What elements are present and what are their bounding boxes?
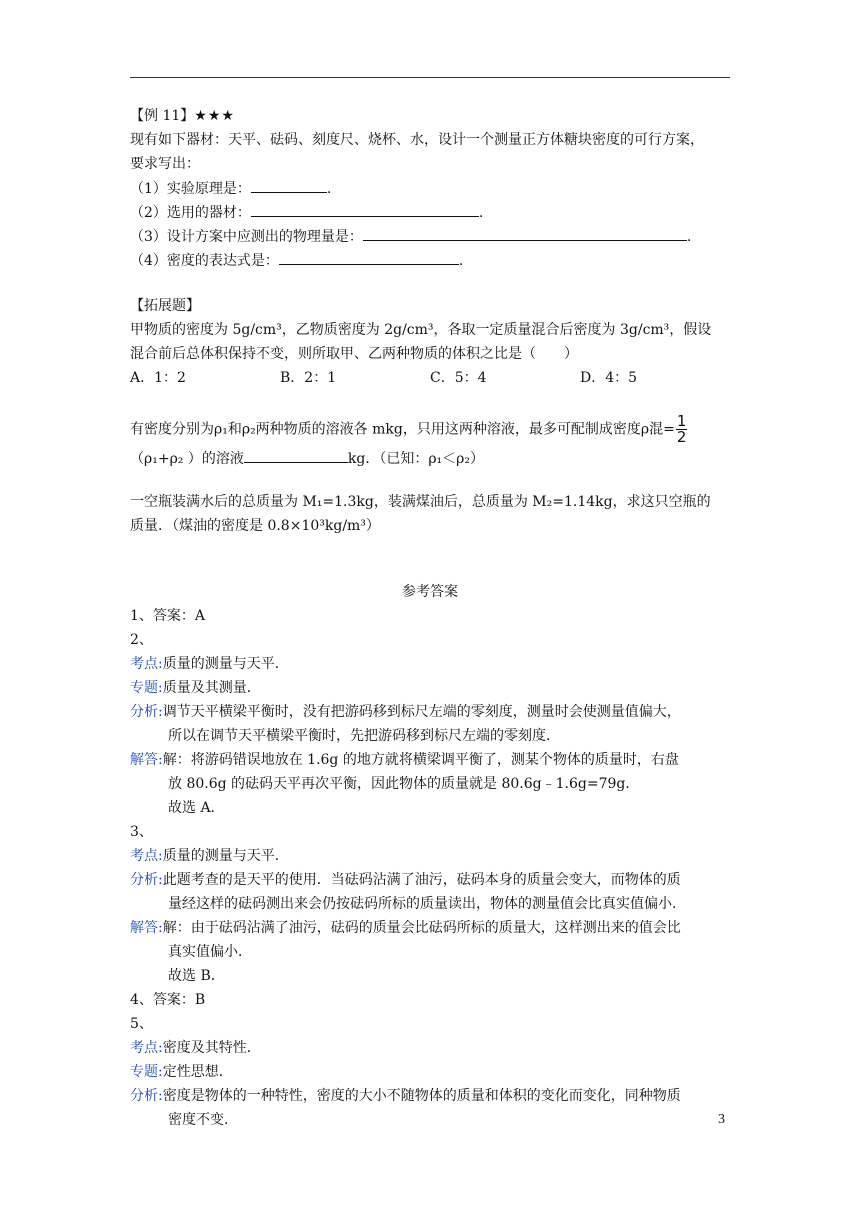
kaodian-label: 考点: — [130, 848, 163, 864]
one-half-fraction — [676, 414, 688, 445]
answer-2-kaodian — [130, 654, 289, 674]
answer-2-choice: 故选 A． — [168, 800, 225, 816]
fenxi-label: 分析: — [130, 1088, 163, 1104]
jieda-label: 解答: — [130, 920, 163, 936]
answer-3-fenxi-cont: 量经这样的砝码测出来会仍按砝码所标的质量读出，物体的测量值会比真实值偏小． — [168, 896, 686, 912]
answer-1: 1、答案：A — [130, 608, 206, 624]
answer-5-kaodian — [130, 1038, 261, 1058]
answer-2: 2、 — [130, 632, 153, 648]
question-2-text: （2）选用的器材： — [130, 205, 251, 221]
jieda-text: 解：由于砝码沾满了油污，砝码的质量会比砝码所标的质量大，这样测出来的值会比 — [162, 920, 681, 936]
kaodian-text: 质量的测量与天平． — [162, 848, 289, 864]
choice-options — [130, 368, 730, 388]
answer-3-kaodian — [130, 846, 289, 866]
fenxi-label: 分析: — [130, 704, 163, 720]
extension-heading: 【拓展题】 — [130, 298, 200, 314]
extension-problem-2-line2 — [130, 448, 484, 469]
question-3 — [130, 226, 691, 247]
option-a: A．1：2 — [130, 370, 186, 386]
example-heading — [130, 106, 235, 126]
answer-3-jieda — [130, 918, 681, 938]
answer-3: 3、 — [130, 824, 153, 840]
period: . — [478, 205, 484, 221]
answer-blank-5 — [244, 448, 348, 463]
difficulty-stars: ★★★ — [194, 108, 235, 124]
problem-2-text-a: （ρ₁+ρ₂ ）的溶液 — [130, 451, 244, 467]
answer-2-fenxi-cont: 所以在调节天平横梁平衡时，先把游码移到标尺左端的零刻度． — [168, 728, 560, 744]
extension-problem-1-line2: 混合前后总体积保持不变，则所取甲、乙两种物质的体积之比是（ ） — [130, 346, 578, 362]
extension-problem-3-line2: 质量．（煤油的密度是 0.8×10³kg/m³） — [130, 518, 380, 534]
answer-2-jieda — [130, 750, 679, 770]
option-d: D．4：5 — [580, 370, 638, 386]
answer-3-fenxi — [130, 870, 681, 890]
answer-blank-3 — [363, 226, 687, 241]
answer-4: 4、答案：B — [130, 992, 206, 1008]
answer-5-zhuanti — [130, 1062, 233, 1082]
question-4 — [130, 250, 463, 271]
fraction-denominator: 2 — [676, 428, 687, 446]
question-4-text: （4）密度的表达式是： — [130, 253, 279, 269]
answer-3-choice: 故选 B． — [168, 968, 225, 984]
problem-2-text: 有密度分别为ρ₁和ρ₂两种物质的溶液各 mkg，只用这两种溶液，最多可配制成密度ρ混= — [130, 421, 675, 438]
question-3-text: （3）设计方案中应测出的物理量是： — [130, 229, 363, 245]
kaodian-label: 考点: — [130, 1040, 163, 1056]
answer-5-fenxi-cont: 密度不变． — [168, 1112, 238, 1128]
fenxi-label: 分析: — [130, 872, 163, 888]
example-intro-line2: 要求写出： — [130, 156, 200, 172]
kaodian-label: 考点: — [130, 656, 163, 672]
zhuanti-text: 质量及其测量． — [162, 680, 261, 696]
extension-problem-1-line1: 甲物质的密度为 5g/cm³，乙物质密度为 2g/cm³，各取一定质量混合后密度为 3g/cm³，假设 — [130, 322, 712, 338]
fenxi-text: 密度是物体的一种特性，密度的大小不随物体的质量和体积的变化而变化，同种物质 — [162, 1088, 681, 1104]
option-c: C．5：4 — [430, 370, 487, 386]
extension-problem-3-line1: 一空瓶装满水后的总质量为 M₁=1.3kg，装满煤油后，总质量为 M₂=1.14kg，求这只空瓶的 — [130, 494, 711, 510]
jieda-label: 解答: — [130, 752, 163, 768]
zhuanti-text: 定性思想． — [162, 1064, 233, 1080]
zhuanti-label: 专题: — [130, 680, 163, 696]
answer-2-jieda-cont: 放 80.6g 的砝码天平再次平衡，因此物体的质量就是 80.6g﹣1.6g=79g． — [168, 776, 640, 792]
period: . — [458, 253, 464, 269]
extension-problem-2-line1 — [130, 414, 687, 445]
example-intro-line1: 现有如下器材：天平、砝码、刻度尺、烧杯、水，设计一个测量正方体糖块密度的可行方案， — [130, 132, 704, 148]
answer-blank-4 — [279, 250, 459, 265]
answer-2-fenxi — [130, 702, 681, 722]
answer-blank-1 — [251, 178, 327, 193]
answer-5-fenxi — [130, 1086, 681, 1106]
answer-5: 5、 — [130, 1016, 153, 1032]
jieda-text: 解：将游码错误地放在 1.6g 的地方就将横梁调平衡了，测某个物体的质量时，右盘 — [162, 752, 679, 768]
answer-blank-2 — [251, 202, 479, 217]
period: . — [326, 181, 332, 197]
fenxi-text: 调节天平横梁平衡时，没有把游码移到标尺左端的零刻度，测量时会使测量值偏大， — [162, 704, 681, 720]
answer-2-zhuanti — [130, 678, 261, 698]
question-2 — [130, 202, 483, 223]
question-1-text: （1）实验原理是： — [130, 181, 251, 197]
problem-2-text-b: kg．（已知：ρ₁＜ρ₂） — [347, 451, 485, 467]
kaodian-text: 密度及其特性． — [162, 1040, 261, 1056]
kaodian-text: 质量的测量与天平． — [162, 656, 289, 672]
option-b: B．2：1 — [280, 370, 337, 386]
zhuanti-label: 专题: — [130, 1064, 163, 1080]
header-rule — [130, 77, 730, 78]
answer-3-jieda-cont: 真实值偏小． — [168, 944, 252, 960]
period: . — [686, 229, 692, 245]
answers-title: 参考答案 — [402, 584, 458, 600]
fenxi-text: 此题考查的是天平的使用．当砝码沾满了油污，砝码本身的质量会变大，而物体的质 — [162, 872, 681, 888]
page-number: 3 — [718, 1112, 725, 1127]
fraction-numerator: 1 — [676, 412, 687, 430]
example-label: 【例 11】 — [130, 108, 195, 124]
question-1 — [130, 178, 331, 199]
